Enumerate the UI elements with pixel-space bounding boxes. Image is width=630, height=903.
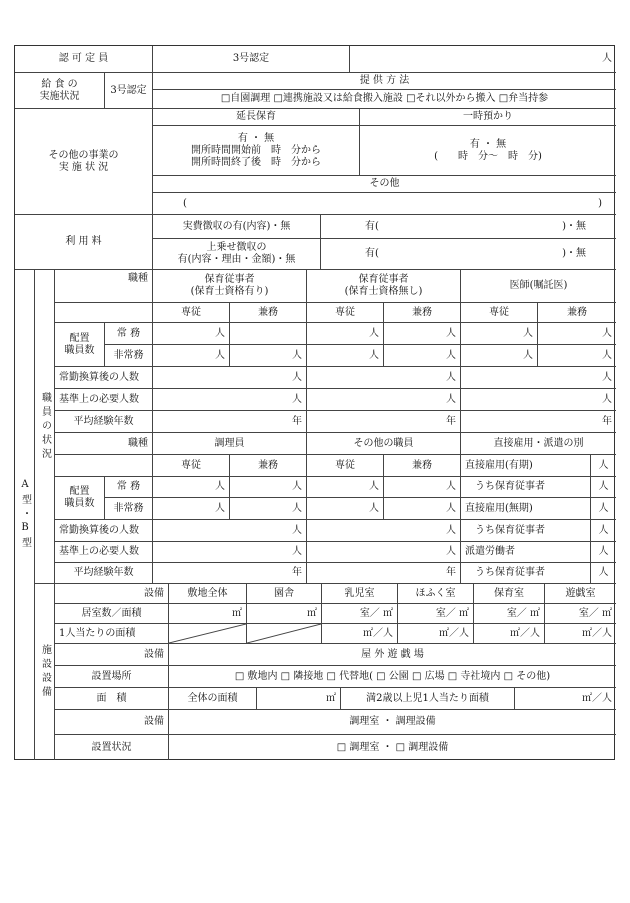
temporary-care-yesno: 有 ・ 無	[469, 138, 507, 150]
staff1-col-unqualified-1: 保育従事者	[358, 274, 409, 285]
staff2-unit: 人	[384, 498, 461, 520]
fac-diag-cell	[247, 624, 322, 644]
staff1-unit: 人	[153, 323, 230, 345]
capacity-type: 3号認定	[153, 46, 350, 73]
meal-type: 3号認定	[105, 73, 153, 109]
emp-direct-fixed-childcare: うち保育従事者	[461, 477, 591, 498]
fac-per-m2: ㎡／人	[398, 624, 474, 644]
other-label-1: その他の事業の	[48, 149, 119, 161]
fee-extra-label-2: 有(内容・理由・金額)・無	[177, 254, 296, 265]
meal-label-2: 実施状況	[39, 90, 80, 102]
fac-room-m2: 室／ ㎡	[322, 604, 398, 624]
staff2-unit: 人	[307, 477, 384, 498]
extended-care-header: 延長保育	[153, 109, 360, 126]
staff1-unit: 人	[307, 389, 461, 411]
fac-equip2-label: 設備	[55, 644, 169, 666]
fac-rooms-label: 居室数／面積	[55, 604, 169, 624]
staff1-blank	[230, 323, 307, 345]
staff2-years-label: 平均経験年数	[55, 563, 153, 584]
fac-equip3-label: 設備	[55, 710, 169, 735]
staff2-unit: 人	[307, 498, 384, 520]
other-misc-header: その他	[153, 176, 616, 193]
emp-direct-open-childcare: うち保育従事者	[461, 520, 591, 542]
meal-options: □自園調理 □連携施設又は給食搬入施設 □それ以外から搬入 □弁当持参	[153, 90, 616, 109]
fac-room-m2: 室／ ㎡	[474, 604, 545, 624]
staff1-haichi-2: 職員数	[64, 344, 95, 356]
staff1-sub-5: 兼務	[538, 303, 616, 323]
fac-area-label: 面 積	[55, 688, 169, 710]
staff1-fulltime: 常 務	[105, 323, 153, 345]
staff1-sub-2: 専従	[307, 303, 384, 323]
staff1-converted-label: 常勤換算後の人数	[55, 367, 153, 389]
staff2-col-employment: 直接雇用・派遣の別	[461, 433, 616, 455]
fee-actual-label: 実費徴収の有(内容)・無	[153, 215, 321, 239]
fac-col-0: 敷地全体	[169, 584, 247, 604]
staff2-unit: 人	[153, 520, 307, 542]
staff1-years-label: 平均経験年数	[55, 411, 153, 433]
fac-status-label: 設置状況	[55, 735, 169, 760]
staff1-year-unit: 年	[461, 411, 616, 433]
staff2-unit: 人	[153, 542, 307, 563]
fee-extra-yes: 有(	[365, 248, 379, 259]
emp-unit: 人	[591, 563, 616, 584]
fee-extra-label-1: 上乗せ徴収の	[206, 242, 267, 253]
emp-unit: 人	[591, 477, 616, 498]
staff1-haichi	[55, 323, 105, 367]
staff1-unit: 人	[307, 367, 461, 389]
staff1-unit: 人	[384, 323, 461, 345]
staff1-sub-0: 専従	[153, 303, 230, 323]
meal-label-1: 給 食 の	[41, 78, 78, 90]
fac-kitchen: 調理室 ・ 調理設備	[169, 710, 616, 735]
staff2-col-cook: 調理員	[153, 433, 307, 455]
staff1-col-unqualified	[307, 270, 461, 303]
emp-unit: 人	[591, 455, 616, 477]
fac-room-m2: 室／ ㎡	[545, 604, 616, 624]
staff2-jobs-label: 職種	[55, 433, 153, 455]
staff2-sub-1: 兼務	[230, 455, 307, 477]
staff1-col-doctor: 医師(嘱託医)	[461, 270, 616, 303]
extended-care-body	[153, 126, 360, 176]
fee-extra-no: )・無	[562, 248, 586, 259]
staff1-unit: 人	[461, 345, 538, 367]
staff1-col-qualified-2: (保育士資格有り)	[190, 286, 269, 297]
emp-dispatch: 派遣労働者	[461, 542, 591, 563]
staff1-year-unit: 年	[307, 411, 461, 433]
staff1-col-unqualified-2: (保育士資格無し)	[344, 286, 423, 297]
meal-label	[15, 73, 105, 109]
side-staff-status: 職員の状況	[35, 270, 55, 584]
staff2-sub-3: 兼務	[384, 455, 461, 477]
staff1-unit: 人	[538, 345, 616, 367]
staff2-unit: 人	[384, 477, 461, 498]
staff2-unit: 人	[153, 477, 230, 498]
form-table	[14, 45, 615, 760]
fee-actual-value	[321, 215, 616, 239]
staff2-sub-2: 専従	[307, 455, 384, 477]
fac-m2: ㎡	[169, 604, 247, 624]
fac-col-1: 園舎	[247, 584, 322, 604]
staff2-unit: 人	[307, 520, 461, 542]
fac-equip-label: 設備	[55, 584, 169, 604]
extended-care-before: 開所時間開始前 時 分から	[191, 144, 321, 156]
staff2-haichi-1: 配置	[69, 486, 90, 497]
fee-extra-value	[321, 239, 616, 270]
staff1-unit: 人	[538, 323, 616, 345]
staff1-unit: 人	[384, 345, 461, 367]
staff1-sub-4: 専従	[461, 303, 538, 323]
temporary-care-hours: ( 時 分～ 時 分)	[434, 150, 542, 162]
staff1-unit: 人	[461, 323, 538, 345]
fac-over2-label: 満2歳以上児1人当たり面積	[341, 688, 515, 710]
misc-open: (	[183, 197, 187, 209]
staff2-required-label: 基準上の必要人数	[55, 542, 153, 563]
capacity-unit: 人	[350, 46, 616, 73]
emp-unit: 人	[591, 520, 616, 542]
staff1-sub-3: 兼務	[384, 303, 461, 323]
staff1-col-qualified-1: 保育従事者	[204, 274, 255, 285]
diagonal-line	[169, 624, 246, 643]
staff2-year-unit: 年	[307, 563, 461, 584]
staff1-sub-1: 兼務	[230, 303, 307, 323]
staff2-unit: 人	[307, 542, 461, 563]
side-ab-type: A型・B型	[15, 270, 35, 760]
staff1-unit: 人	[307, 323, 384, 345]
staff2-unit: 人	[153, 498, 230, 520]
staff2-sub-blank	[55, 455, 153, 477]
staff2-year-unit: 年	[153, 563, 307, 584]
diagonal-line	[247, 624, 321, 643]
temporary-care-header: 一時預かり	[360, 109, 616, 126]
staff2-haichi	[55, 477, 105, 520]
temporary-care-body	[360, 126, 616, 176]
emp-unit: 人	[591, 542, 616, 563]
staff2-fulltime: 常 務	[105, 477, 153, 498]
staff1-col-qualified	[153, 270, 307, 303]
fac-total-area-unit: ㎡	[257, 688, 341, 710]
fee-actual-no: )・無	[562, 220, 586, 232]
staff1-year-unit: 年	[153, 411, 307, 433]
fac-diag-cell	[169, 624, 247, 644]
fac-per-m2: ㎡／人	[545, 624, 616, 644]
fac-location-label: 設置場所	[55, 666, 169, 688]
emp-direct-fixed: 直接雇用(有期)	[461, 455, 591, 477]
fac-per-m2: ㎡／人	[322, 624, 398, 644]
emp-dispatch-childcare: うち保育従事者	[461, 563, 591, 584]
fac-outdoor-play: 屋 外 遊 戯 場	[169, 644, 616, 666]
staff1-haichi-1: 配置	[69, 332, 90, 344]
fac-per-label: 1人当たりの面積	[55, 624, 169, 644]
fac-room-m2: 室／ ㎡	[398, 604, 474, 624]
other-label	[15, 109, 153, 215]
fac-per-m2: ㎡／人	[474, 624, 545, 644]
fee-extra-label	[153, 239, 321, 270]
staff2-unit: 人	[230, 498, 307, 520]
staff1-sub-blank	[55, 303, 153, 323]
fac-over2-unit: ㎡／人	[515, 688, 616, 710]
fac-col-3: ほふく室	[398, 584, 474, 604]
fee-actual-yes: 有(	[365, 220, 379, 232]
fee-label: 利 用 料	[15, 215, 153, 270]
staff2-parttime: 非常務	[105, 498, 153, 520]
staff1-unit: 人	[153, 345, 230, 367]
misc-close: )	[598, 197, 602, 209]
staff1-unit: 人	[461, 389, 616, 411]
fac-col-4: 保育室	[474, 584, 545, 604]
extended-care-after: 開所時間終了後 時 分から	[191, 156, 321, 168]
staff1-unit: 人	[153, 389, 307, 411]
emp-unit: 人	[591, 498, 616, 520]
extended-care-yesno: 有 ・ 無	[237, 132, 275, 144]
staff1-unit: 人	[153, 367, 307, 389]
fac-m2: ㎡	[247, 604, 322, 624]
fac-col-5: 遊戯室	[545, 584, 616, 604]
staff1-jobs-label: 職種	[55, 270, 153, 303]
side-facility: 施設設備	[35, 584, 55, 760]
fac-total-area-label: 全体の面積	[169, 688, 257, 710]
fac-col-2: 乳児室	[322, 584, 398, 604]
meal-header: 提 供 方 法	[153, 73, 616, 90]
staff2-sub-0: 専従	[153, 455, 230, 477]
emp-direct-open: 直接雇用(無期)	[461, 498, 591, 520]
other-misc-body	[153, 193, 616, 215]
staff1-required-label: 基準上の必要人数	[55, 389, 153, 411]
staff2-converted-label: 常勤換算後の人数	[55, 520, 153, 542]
staff2-col-other: その他の職員	[307, 433, 461, 455]
staff1-unit: 人	[461, 367, 616, 389]
capacity-label: 認 可 定 員	[15, 46, 153, 73]
staff2-unit: 人	[230, 477, 307, 498]
staff1-unit: 人	[230, 345, 307, 367]
fac-kitchen-options: □ 調理室 ・ □ 調理設備	[336, 741, 449, 753]
staff1-parttime: 非常務	[105, 345, 153, 367]
staff1-unit: 人	[307, 345, 384, 367]
fac-location-options: □ 敷地内 □ 隣接地 □ 代替地( □ 公園 □ 広場 □ 寺社境内 □ その他)	[169, 666, 616, 688]
other-label-2: 実 施 状 況	[58, 161, 109, 173]
staff2-haichi-2: 職員数	[64, 498, 95, 509]
